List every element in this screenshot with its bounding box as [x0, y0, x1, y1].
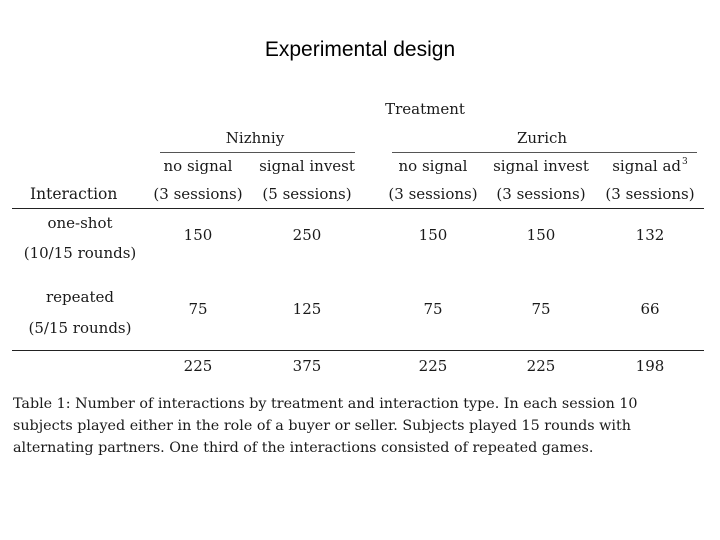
group-header-nizhniy: Nizhniy: [225, 129, 285, 147]
treatment-header: Treatment: [385, 100, 465, 118]
group-underline-nizhniy: [160, 152, 355, 153]
group-header-zurich: Zurich: [516, 129, 568, 147]
table-caption: [13, 393, 703, 459]
total-cell: 225: [418, 357, 448, 375]
caption-line: subjects played either in the role of a buyer or seller. Subjects played 15 rounds with: [13, 418, 631, 434]
col-header-signal: no signal: [163, 157, 233, 175]
table-rule-top: [12, 208, 704, 209]
col-header-sessions: (3 sessions): [496, 185, 586, 203]
total-cell: 375: [292, 357, 322, 375]
col-header-sessions: (5 sessions): [262, 185, 352, 203]
col-header-sessions: (3 sessions): [605, 185, 695, 203]
caption-line: alternating partners. One third of the interactions consisted of repeated games.: [13, 440, 594, 456]
table-cell: 75: [531, 300, 551, 318]
table-cell: 125: [292, 300, 322, 318]
col-header-sessions: (3 sessions): [388, 185, 478, 203]
total-cell: 198: [635, 357, 665, 375]
group-underline-zurich: [392, 152, 697, 153]
table-rule-totals: [12, 350, 704, 351]
table-cell: 132: [635, 226, 665, 244]
slide-title: Experimental design: [264, 38, 456, 61]
col-header-signal: signal invest: [493, 157, 589, 175]
table-cell: 75: [188, 300, 208, 318]
table-cell: 150: [183, 226, 213, 244]
row-sublabel: (5/15 rounds): [28, 319, 132, 337]
row-label: repeated: [46, 288, 114, 306]
col-header-signal: signal invest: [259, 157, 355, 175]
row-label: one-shot: [47, 214, 113, 232]
row-sublabel: (10/15 rounds): [23, 244, 137, 262]
col-header-signal: no signal: [398, 157, 468, 175]
table-cell: 250: [292, 226, 322, 244]
table-cell: 150: [526, 226, 556, 244]
table-cell: 66: [640, 300, 660, 318]
col-header-sessions: (3 sessions): [153, 185, 243, 203]
col-header-signal-ad: signal $ad^3$: [612, 157, 688, 175]
caption-line: Table 1: Number of interactions by treatment and interaction type. In each session 10: [13, 396, 638, 412]
total-cell: 225: [183, 357, 213, 375]
table-cell: 150: [418, 226, 448, 244]
table-cell: 75: [423, 300, 443, 318]
total-cell: 225: [526, 357, 556, 375]
interaction-header: Interaction: [30, 185, 118, 203]
